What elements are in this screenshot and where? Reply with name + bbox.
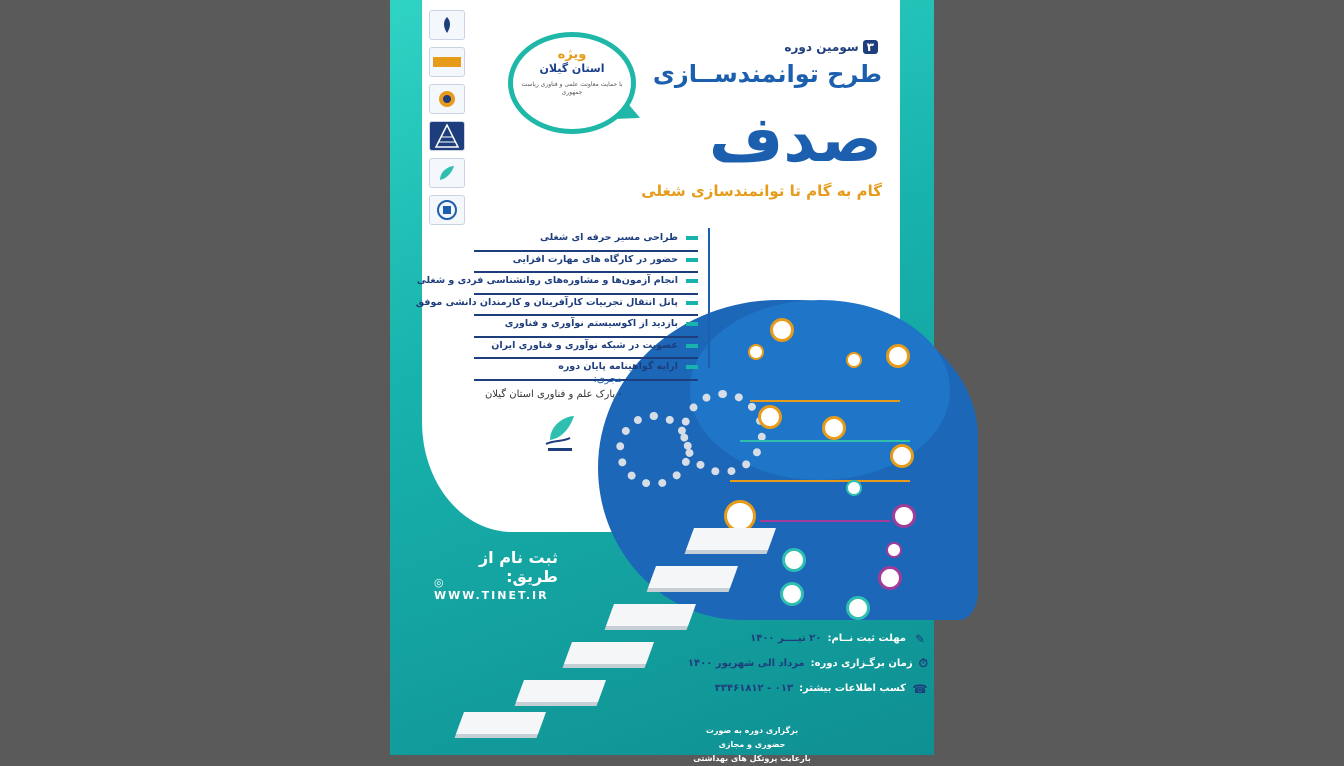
stair-step	[564, 642, 654, 664]
registration-url: WWW.TINET.IR	[434, 589, 549, 602]
course-number: ۳	[863, 40, 878, 54]
pardis-logo-icon	[429, 47, 465, 77]
circuit-line	[740, 440, 910, 442]
science-park-logo-icon	[429, 158, 465, 188]
stair-step	[686, 528, 776, 550]
graduation-cap-icon	[846, 596, 870, 620]
bubble-special: ویژه	[557, 47, 587, 62]
deadline-row	[706, 626, 928, 651]
list-item: حضور در کارگاه های مهارت افزایی	[474, 252, 698, 274]
gilan-park-logo-icon	[429, 84, 465, 114]
settings-icon	[886, 344, 910, 368]
footer-line: برگزاری دوره به صورت حضوری و مجازی	[705, 726, 799, 749]
bubble-support: با حمایت معاونت علمی و فناوری ریاست جمهوری	[521, 81, 623, 96]
science-park-logo-icon	[542, 410, 578, 454]
deadline-label: مهلت ثبت نــام:	[827, 633, 906, 644]
sadaf-logo-icon	[429, 195, 465, 225]
stair-step	[648, 566, 738, 588]
footer-note	[690, 724, 814, 766]
network-icon	[846, 480, 862, 496]
registration-label: ثبت نام از طریق:	[478, 548, 558, 586]
course-text: سومین دوره	[784, 40, 859, 54]
circuit-line	[750, 400, 900, 402]
contact-row	[706, 676, 928, 701]
list-item: انجام آزمون‌ها و مشاوره‌های روانشناسی فردی و شغلی	[474, 273, 698, 295]
executor-name: - پارک علم و فناوری استان گیلان	[484, 389, 622, 400]
feature-list	[415, 230, 698, 381]
course-label	[784, 40, 878, 54]
list-divider	[708, 228, 710, 368]
gear-icon	[680, 390, 766, 476]
monitor-icon	[878, 566, 902, 590]
network-logo-icon	[429, 121, 465, 151]
period-row	[687, 651, 928, 676]
period-value: مرداد الی شهریور ۱۴۰۰	[687, 658, 805, 669]
edit-icon: ✎	[914, 631, 926, 646]
page-title: طرح توانمندســازی	[652, 60, 882, 88]
phone-icon: ☎	[912, 681, 928, 696]
clock-icon: ⏱	[918, 656, 928, 670]
executor-label: مجری:	[593, 374, 622, 385]
poster	[390, 0, 934, 763]
globe-icon: ◎	[434, 576, 446, 589]
circuit-line	[730, 480, 910, 482]
stair-step	[516, 680, 606, 702]
circuit-line	[760, 520, 890, 522]
iran-emblem-icon	[429, 10, 465, 40]
book-icon	[780, 582, 804, 606]
list-item: طراحی مسیر حرفه ای شغلی	[474, 230, 698, 252]
people-icon	[748, 344, 764, 360]
period-label: زمان برگـزاری دوره:	[810, 658, 913, 669]
bubble-province: استان گیلان	[539, 62, 605, 75]
brand-name: صدف	[708, 103, 882, 177]
chart-icon	[758, 405, 782, 429]
stair-step	[456, 712, 546, 734]
stair-step	[606, 604, 696, 626]
sponsor-logos	[428, 10, 466, 260]
deadline-value: ۲۰ تیــــر ۱۴۰۰	[750, 633, 822, 644]
registration-link[interactable]	[434, 576, 558, 602]
list-item: پانل انتقال تجربیات کارآفرینان و کارمندان دانشی موفق	[474, 295, 698, 317]
tagline: گام به گام تا توانمندسازی شغلی	[641, 182, 882, 200]
list-item: ارایه گواهینامه پایان دوره	[474, 359, 698, 381]
idea-icon	[846, 352, 862, 368]
search-icon	[886, 542, 902, 558]
footer-line: بارعایت پروتکل های بهداشتی	[693, 754, 811, 763]
contact-value: ۰۱۳ - ۳۳۴۶۱۸۱۲	[714, 683, 794, 694]
contact-label: کسب اطلاعات بیشتر:	[799, 683, 906, 694]
lightbulb-icon	[822, 416, 846, 440]
analytics-icon	[770, 318, 794, 342]
list-item: عضویت در شبکه نوآوری و فناوری ایران	[474, 338, 698, 360]
info-block	[687, 626, 928, 701]
presentation-icon	[782, 548, 806, 572]
list-item: بازدید از اکوسیستم نوآوری و فناوری	[474, 316, 698, 338]
dollar-icon	[892, 504, 916, 528]
special-bubble	[508, 32, 636, 134]
user-icon	[890, 444, 914, 468]
